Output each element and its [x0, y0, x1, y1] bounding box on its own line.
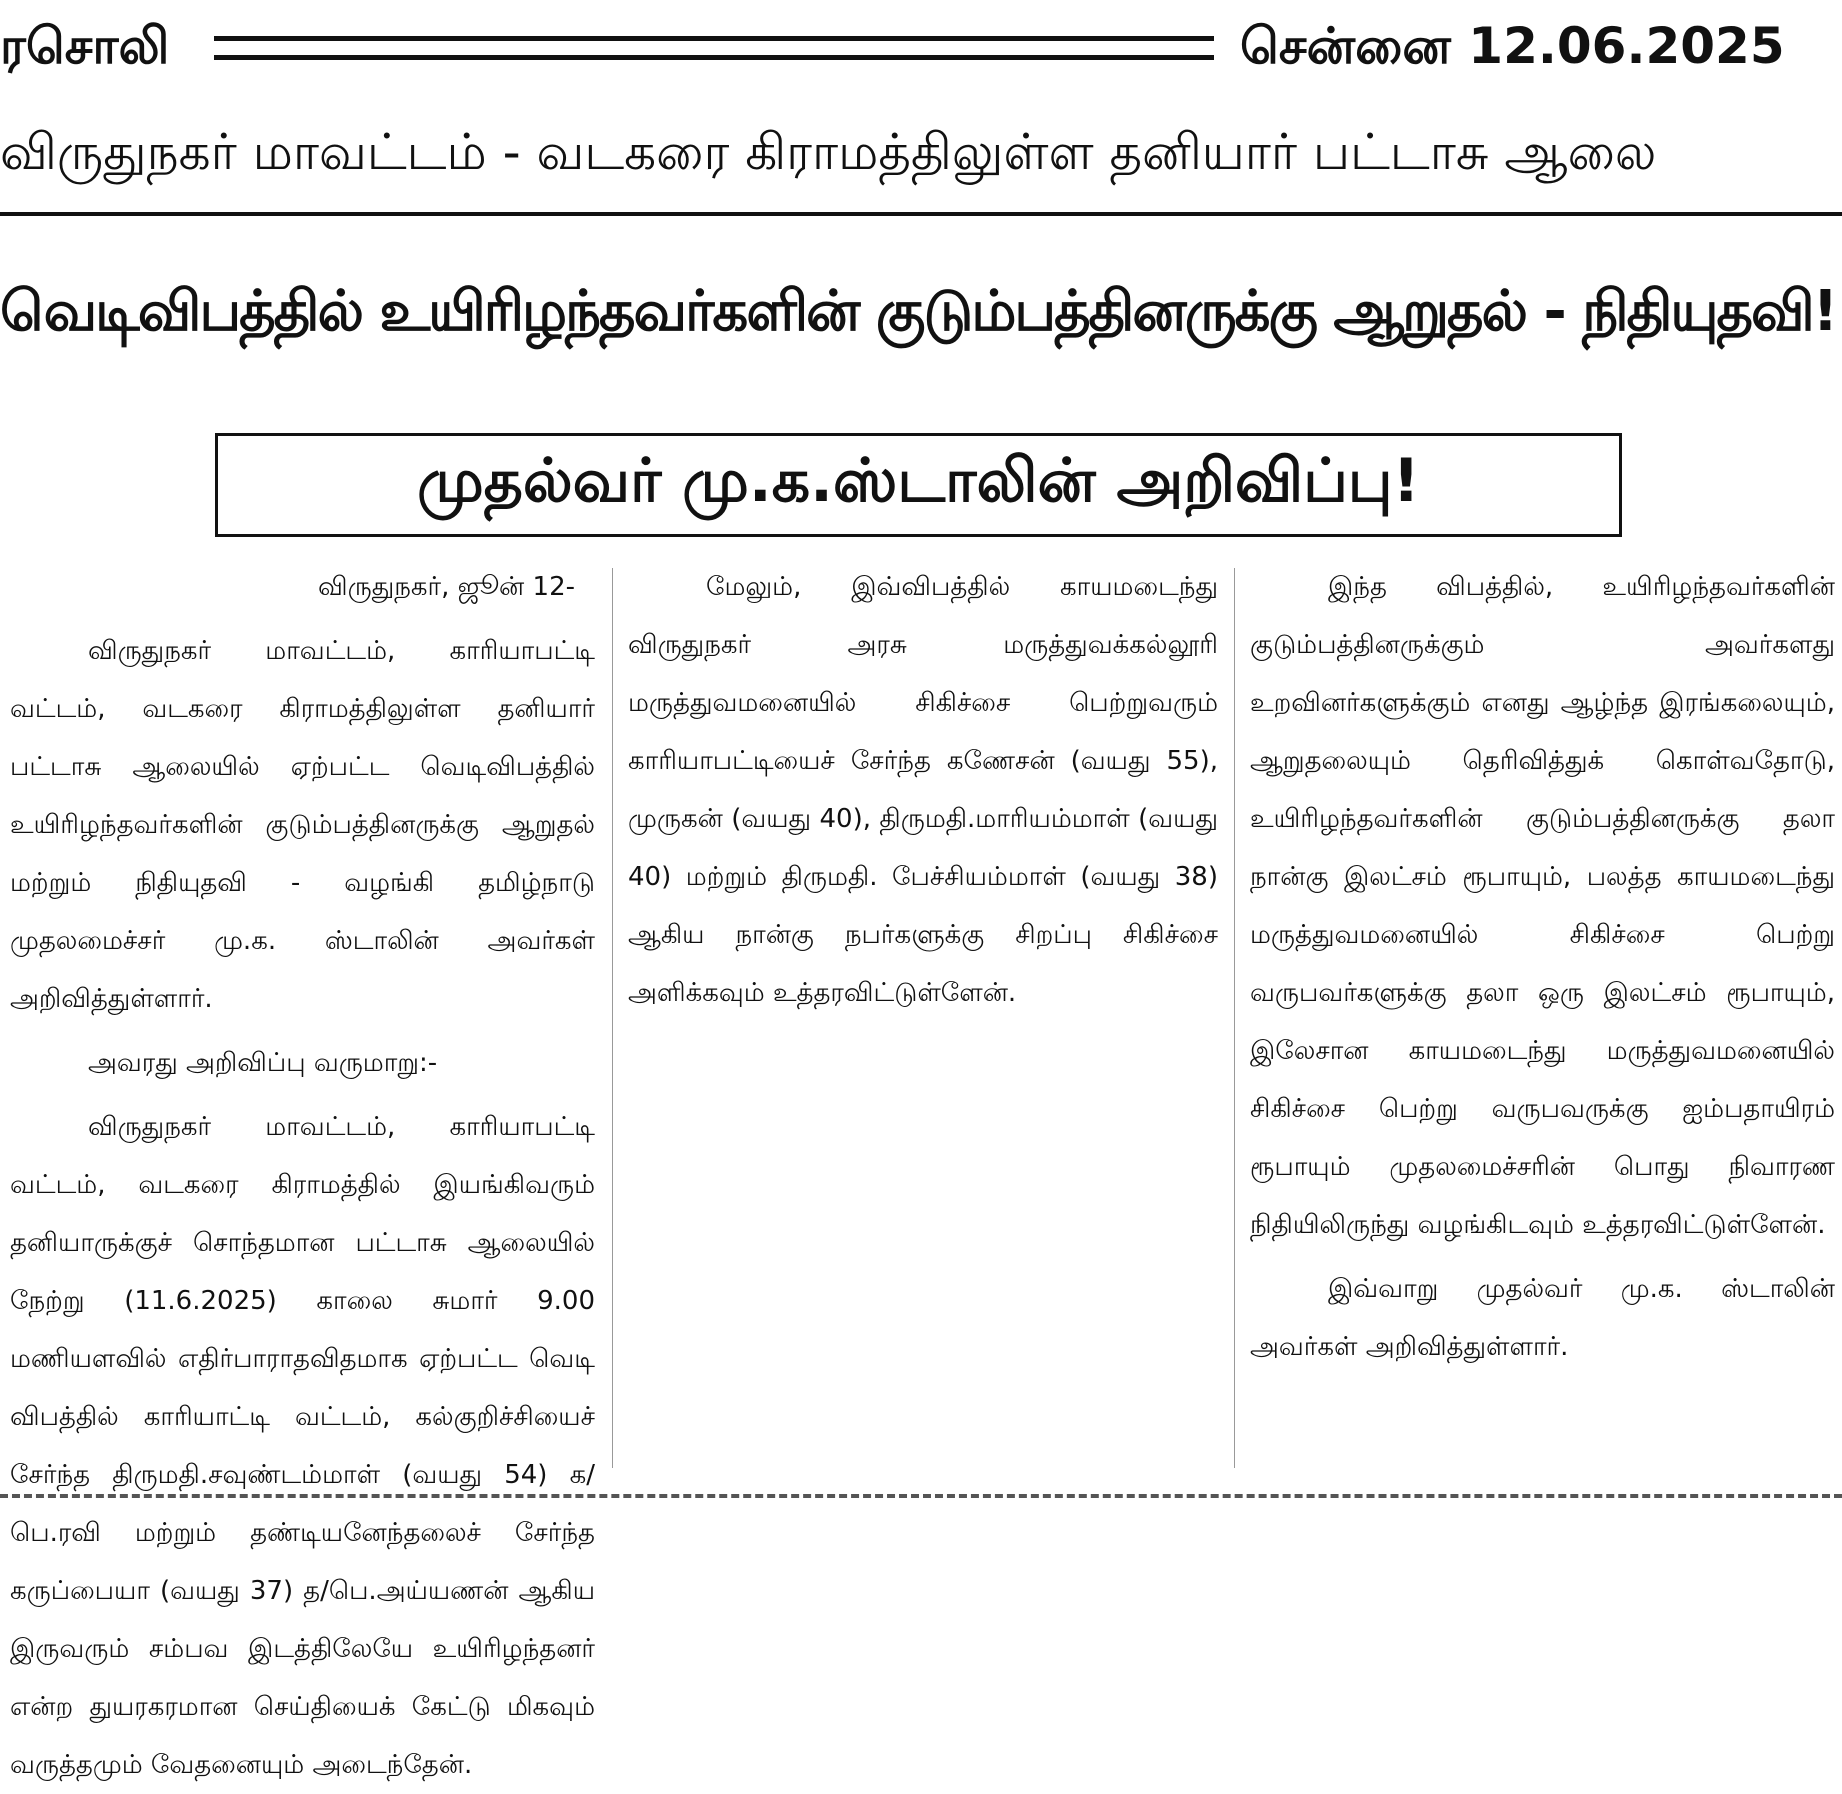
subhead-box — [215, 433, 1622, 537]
kicker-rule — [0, 212, 1842, 216]
city-date: சென்னை 12.06.2025 — [1240, 17, 1785, 75]
headline: வெடிவிபத்தில் உயிரிழந்தவர்களின் குடும்பத்தினருக்கு ஆறுதல் - நிதியுதவி! — [0, 279, 1837, 344]
paragraph: விருதுநகர் மாவட்டம், காரியாபட்டி வட்டம், வடகரை கிராமத்தில் இயங்கிவரும் தனியாருக்குச் சொந்தமான பட்டாசு ஆலையில் நேற்று (11.6.2025) காலை சுமார் 9.00 மணியளவில் எதிர்பாராதவிதமாக ஏற்பட்ட வெடி விபத்தில் காரியாட்டி வட்டம், கல்குறிச்சியைச் சேர்ந்த திருமதி.சவுண்டம்மாள் (வயது 54) க/பெ.ரவி மற்றும் தண்டியனேந்தலைச் சேர்ந்த கருப்பையா (வயது 37) த/பெ.அய்யணன் ஆகிய இருவரும் சம்பவ இடத்திலேயே உயிரிழந்தனர் என்ற துயரகரமான செய்தியைக் கேட்டு மிகவும் வருத்தமும் வேதனையும் அடைந்தேன். — [10, 1112, 595, 1780]
article-column-3 — [1250, 558, 1835, 1478]
masthead-rule — [214, 36, 1214, 60]
article-column-2 — [628, 558, 1218, 1478]
subhead: முதல்வர் மு.க.ஸ்டாலின் அறிவிப்பு! — [417, 446, 1420, 516]
column-separator — [612, 568, 613, 1468]
paragraph: இந்த விபத்தில், உயிரிழந்தவர்களின் குடும்பத்தினருக்கும் அவர்களது உறவினர்களுக்கும் எனது ஆழ்ந்த இரங்கலையும், ஆறுதலையும் தெரிவித்துக் கொள்வதோடு, உயிரிழந்தவர்களின் குடும்பத்தினருக்கு தலா நான்கு இலட்சம் ரூபாயும், பலத்த காயமடைந்து மருத்துவமனையில் சிகிச்சை பெற்று வருபவர்களுக்கு தலா ஒரு இலட்சம் ரூபாயும், இலேசான காயமடைந்து மருத்துவமனையில் சிகிச்சை பெற்று வருபவருக்கு ஐம்பதாயிரம் ரூபாயும் முதலமைச்சரின் பொது நிவாரண நிதியிலிருந்து வழங்கிடவும் உத்தரவிட்டுள்ளேன். — [1250, 572, 1835, 1240]
kicker-line: விருதுநகர் மாவட்டம் - வடகரை கிராமத்திலுள்ள தனியார் பட்டாசு ஆலை — [0, 123, 1657, 181]
paragraph: அவரது அறிவிப்பு வருமாறு:- — [88, 1048, 438, 1078]
paragraph: மேலும், இவ்விபத்தில் காயமடைந்து விருதுநகர் அரசு மருத்துவக்கல்லூரி மருத்துவமனையில் சிகிச்சை பெற்றுவரும் காரியாபட்டியைச் சேர்ந்த கணேசன் (வயது 55), முருகன் (வயது 40), திருமதி.மாரியம்மாள் (வயது 40) மற்றும் திருமதி. பேச்சியம்மாள் (வயது 38) ஆகிய நான்கு நபர்களுக்கு சிறப்பு சிகிச்சை அளிக்கவும் உத்தரவிட்டுள்ளேன். — [628, 572, 1218, 1008]
article-column-1 — [10, 558, 595, 1780]
bottom-dashed-rule — [0, 1494, 1842, 1498]
dateline: விருதுநகர், ஜூன் 12- — [318, 572, 575, 602]
paragraph: விருதுநகர் மாவட்டம், காரியாபட்டி வட்டம், வடகரை கிராமத்திலுள்ள தனியார் பட்டாசு ஆலையில் ஏற்பட்ட வெடிவிபத்தில் உயிரிழந்தவர்களின் குடும்பத்தினருக்கு ஆறுதல் மற்றும் நிதியுதவி - வழங்கி தமிழ்நாடு முதலமைச்சர் மு.க. ஸ்டாலின் அவர்கள் அறிவித்துள்ளார். — [10, 636, 595, 1014]
column-separator — [1234, 568, 1235, 1468]
paragraph: இவ்வாறு முதல்வர் மு.க. ஸ்டாலின் அவர்கள் அறிவித்துள்ளார். — [1250, 1274, 1835, 1362]
masthead — [0, 10, 1842, 82]
newspaper-name: ரசொலி — [0, 17, 170, 75]
